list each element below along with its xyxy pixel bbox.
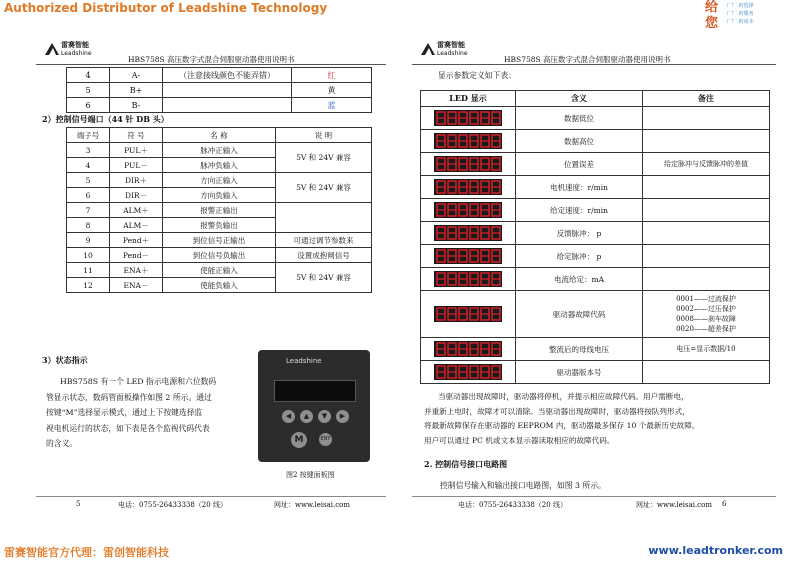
led-digits-icon bbox=[434, 156, 502, 172]
led-cell bbox=[421, 107, 516, 130]
cell-note bbox=[643, 222, 770, 245]
cell-desc bbox=[163, 98, 292, 113]
cell-note bbox=[643, 199, 770, 222]
col-header: 符 号 bbox=[110, 128, 163, 143]
cell-no: 8 bbox=[67, 218, 110, 233]
note-line: 0001——过流保护 bbox=[676, 295, 736, 303]
table-row bbox=[421, 153, 770, 176]
table-row bbox=[421, 222, 770, 245]
cell-no: 12 bbox=[67, 278, 110, 293]
led-digits-icon bbox=[434, 364, 502, 380]
logo-en: Leadshine bbox=[61, 50, 92, 57]
cell-note bbox=[643, 268, 770, 291]
note-line: 电压=显示数据/10 bbox=[676, 345, 736, 353]
table-row bbox=[67, 263, 372, 278]
cell-meaning: 数据高位 bbox=[516, 130, 643, 153]
motor-wiring-table bbox=[66, 67, 372, 113]
led-cell bbox=[421, 268, 516, 291]
control-signal-table bbox=[66, 127, 372, 293]
cell-meaning: 整流后的母线电压 bbox=[516, 338, 643, 361]
led-cell bbox=[421, 245, 516, 268]
page-header: HBS758S 高压数字式混合伺服驱动器使用说明书 bbox=[128, 55, 295, 64]
para-line: 用户可以通过 PC 机或文本显示器读取相应的故障代码。 bbox=[424, 435, 615, 445]
cell-color: 黄 bbox=[292, 83, 372, 98]
led-digits-icon bbox=[434, 271, 502, 287]
cell-color: 蓝 bbox=[292, 98, 372, 113]
cell-note bbox=[643, 338, 770, 361]
table-row bbox=[67, 203, 372, 218]
cell-note: 5V 和 24V 兼容 bbox=[276, 173, 372, 203]
led-digits-icon bbox=[434, 306, 502, 322]
official-agent-banner: 雷赛智能官方代理：雷创智能科技 bbox=[4, 546, 169, 559]
cell-desc bbox=[163, 83, 292, 98]
cell-name: 报警负输出 bbox=[163, 218, 276, 233]
cell-no: 5 bbox=[67, 173, 110, 188]
brand-stamp bbox=[705, 0, 787, 40]
para-line: HBS758S 有一个 LED 指示电源和六位数码 bbox=[60, 377, 217, 386]
cell-name: 报警正输出 bbox=[163, 203, 276, 218]
footer-web: 网址：www.leisai.com bbox=[636, 501, 712, 509]
led-cell bbox=[421, 153, 516, 176]
page-number: 6 bbox=[722, 500, 727, 508]
col-header: 端子号 bbox=[67, 128, 110, 143]
led-cell bbox=[421, 291, 516, 338]
left-arrow-icon: ◀ bbox=[282, 410, 295, 423]
table-row bbox=[421, 199, 770, 222]
cell-note bbox=[643, 245, 770, 268]
cell-note: 5V 和 24V 兼容 bbox=[276, 143, 372, 173]
cell-note bbox=[276, 203, 372, 233]
cell-no: 7 bbox=[67, 203, 110, 218]
cell-sym: Pend＋ bbox=[110, 233, 163, 248]
stamp-char: 给 bbox=[705, 0, 719, 15]
stamp-line: 厂厂·的选择 bbox=[727, 3, 754, 9]
para-line: 并重新上电时，故障才可以清除。当驱动器出现故障时，驱动器将按队列形式， bbox=[424, 406, 690, 416]
ent-key: ENT bbox=[319, 433, 332, 446]
cell-name: 到位信号负输出 bbox=[163, 248, 276, 263]
cell-color: 红 bbox=[292, 68, 372, 83]
header-rule bbox=[412, 64, 776, 65]
cell-sym: B+ bbox=[110, 83, 163, 98]
footer-web: 网址：www.leisai.com bbox=[274, 501, 350, 509]
footer-rule bbox=[36, 496, 386, 497]
cell-meaning: 位置误差 bbox=[516, 153, 643, 176]
cell-sym: PUL＋ bbox=[110, 143, 163, 158]
cell-meaning: 给定速度：r/min bbox=[516, 199, 643, 222]
section-title-control-port: 2）控制信号端口（44 针 DB 头） bbox=[42, 114, 169, 124]
cell-sym: ALM－ bbox=[110, 218, 163, 233]
col-header: 名 称 bbox=[163, 128, 276, 143]
cell-note bbox=[643, 107, 770, 130]
cell-meaning: 电流给定：mA bbox=[516, 268, 643, 291]
logo-cn: 雷赛智能 bbox=[437, 41, 465, 49]
cell-sym: Pend－ bbox=[110, 248, 163, 263]
cell-name: 使能正输入 bbox=[163, 263, 276, 278]
cell-note bbox=[643, 176, 770, 199]
table-row bbox=[421, 245, 770, 268]
footer-tel: 电话：0755-26433338（20 线） bbox=[118, 501, 227, 509]
cell-meaning: 电机速度：r/min bbox=[516, 176, 643, 199]
cell-no: 11 bbox=[67, 263, 110, 278]
para-line: 将最新故障保存在驱动器的 EEPROM 内，驱动器最多保存 10 个最新历史故障。 bbox=[424, 421, 700, 430]
para-line: 管显示状态，数码管面板操作如图 2 所示。通过 bbox=[46, 392, 212, 402]
table-header-row bbox=[67, 128, 372, 143]
cell-sym: ENA＋ bbox=[110, 263, 163, 278]
note-line: 0008——刹车故障 bbox=[676, 315, 736, 323]
led-cell bbox=[421, 199, 516, 222]
website-link[interactable]: www.leadtronker.com bbox=[648, 544, 783, 557]
cell-sym: ENA－ bbox=[110, 278, 163, 293]
led-cell bbox=[421, 222, 516, 245]
footer-rule bbox=[412, 496, 776, 497]
m-key: M bbox=[291, 432, 307, 448]
led-digits-icon bbox=[434, 179, 502, 195]
keypad-panel-photo bbox=[258, 350, 370, 462]
fault-paragraph bbox=[424, 390, 779, 448]
led-digits-icon bbox=[434, 202, 502, 218]
cell-name: 方向正输入 bbox=[163, 173, 276, 188]
table-row bbox=[421, 176, 770, 199]
table-row bbox=[67, 233, 372, 248]
cell-meaning: 给定脉冲： p bbox=[516, 245, 643, 268]
page-number: 5 bbox=[76, 500, 81, 508]
section-title-status: 3）状态指示 bbox=[42, 355, 88, 365]
table-row bbox=[421, 130, 770, 153]
up-arrow-icon: ▲ bbox=[300, 410, 313, 423]
table-header-row bbox=[421, 91, 770, 107]
table-row bbox=[421, 361, 770, 384]
para-line: 按键“M”选择显示模式，通过上下按键选择监 bbox=[46, 408, 203, 417]
down-arrow-icon: ▼ bbox=[318, 410, 331, 423]
stamp-line: 厂厂·的服务 bbox=[727, 11, 754, 17]
cell-name: 到位信号正输出 bbox=[163, 233, 276, 248]
table-row bbox=[67, 248, 372, 263]
footer-tel: 电话：0755-26433338（20 线） bbox=[458, 501, 567, 509]
table-row bbox=[67, 143, 372, 158]
cell-sym: ALM＋ bbox=[110, 203, 163, 218]
page-header: HBS758S 高压数字式混合伺服驱动器使用说明书 bbox=[504, 55, 671, 64]
led-display-table bbox=[420, 90, 770, 384]
cell-no: 5 bbox=[67, 83, 110, 98]
cell-name: 脉冲负输入 bbox=[163, 158, 276, 173]
cell-sym: PUL－ bbox=[110, 158, 163, 173]
led-digits-icon bbox=[434, 110, 502, 126]
para-line: 视电机运行的状态，如下表是各个监视代码代表 bbox=[46, 423, 210, 433]
cell-name: 方向负输入 bbox=[163, 188, 276, 203]
cell-meaning: 数据低位 bbox=[516, 107, 643, 130]
panel-brand: Leadshine bbox=[286, 357, 322, 365]
cell-name: 脉冲正输入 bbox=[163, 143, 276, 158]
table-intro: 显示参数定义如下表： bbox=[438, 71, 516, 80]
para-line: 当驱动器出现故障时，驱动器将停机，并提示相应故障代码。用户需断电， bbox=[438, 392, 689, 401]
leadshine-logo-icon bbox=[44, 42, 60, 56]
leadshine-logo-icon bbox=[420, 42, 436, 56]
col-header: 说 明 bbox=[276, 128, 372, 143]
cell-note bbox=[643, 361, 770, 384]
stamp-char: 您 bbox=[705, 16, 719, 31]
led-cell bbox=[421, 176, 516, 199]
cell-meaning: 驱动器故障代码 bbox=[516, 291, 643, 338]
logo-cn: 雷赛智能 bbox=[61, 41, 89, 49]
cell-meaning: 反馈脉冲： p bbox=[516, 222, 643, 245]
cell-sym: DIR－ bbox=[110, 188, 163, 203]
led-cell bbox=[421, 361, 516, 384]
distributor-banner: Authorized Distributor of Leadshine Technology bbox=[4, 1, 328, 15]
cell-desc: （注意接线颜色不能弄错） bbox=[163, 68, 292, 83]
cell-note: 设置成抱闸信号 bbox=[276, 248, 372, 263]
table-row bbox=[421, 291, 770, 338]
note-line: 给定脉冲与反馈脉冲的差值 bbox=[664, 160, 748, 168]
cell-no: 9 bbox=[67, 233, 110, 248]
table-row bbox=[421, 338, 770, 361]
cell-sym: B- bbox=[110, 98, 163, 113]
table-row bbox=[421, 107, 770, 130]
col-header: LED 显示 bbox=[421, 91, 516, 107]
cell-no: 10 bbox=[67, 248, 110, 263]
cell-sym: A- bbox=[110, 68, 163, 83]
cell-meaning: 驱动器版本号 bbox=[516, 361, 643, 384]
header-rule bbox=[36, 64, 386, 65]
led-digits-icon bbox=[434, 225, 502, 241]
note-line: 0020——超差保护 bbox=[676, 325, 736, 333]
cell-no: 4 bbox=[67, 158, 110, 173]
led-digits-icon bbox=[434, 133, 502, 149]
led-digits-icon bbox=[434, 341, 502, 357]
cell-no: 4 bbox=[67, 68, 110, 83]
status-paragraph bbox=[46, 374, 256, 452]
table-row bbox=[67, 173, 372, 188]
cell-no: 6 bbox=[67, 98, 110, 113]
cell-note bbox=[643, 153, 770, 176]
note-line: 0002——过压保护 bbox=[676, 305, 736, 313]
led-digits-icon bbox=[434, 248, 502, 264]
cell-no: 6 bbox=[67, 188, 110, 203]
cell-no: 3 bbox=[67, 143, 110, 158]
section-title-circuit: 2. 控制信号接口电路图 bbox=[424, 459, 508, 469]
stamp-line: 厂厂·的成本 bbox=[727, 19, 754, 25]
col-header: 含义 bbox=[516, 91, 643, 107]
cell-note: 可通过调节参数来 bbox=[276, 233, 372, 248]
circuit-paragraph: 控制信号输入和输出接口电路图，如图 3 所示。 bbox=[440, 481, 606, 490]
cell-note bbox=[643, 130, 770, 153]
cell-note bbox=[643, 291, 770, 338]
table-row bbox=[67, 83, 372, 98]
right-arrow-icon: ▶ bbox=[336, 410, 349, 423]
col-header: 备注 bbox=[643, 91, 770, 107]
logo-en: Leadshine bbox=[437, 50, 468, 57]
panel-display bbox=[274, 380, 356, 402]
figure-caption: 图2 按键面板图 bbox=[286, 471, 335, 479]
cell-name: 使能负输入 bbox=[163, 278, 276, 293]
led-cell bbox=[421, 338, 516, 361]
cell-note: 5V 和 24V 兼容 bbox=[276, 263, 372, 293]
para-line: 的含义。 bbox=[46, 439, 78, 448]
table-row bbox=[67, 98, 372, 113]
table-row bbox=[421, 268, 770, 291]
led-cell bbox=[421, 130, 516, 153]
table-row bbox=[67, 68, 372, 83]
cell-sym: DIR＋ bbox=[110, 173, 163, 188]
